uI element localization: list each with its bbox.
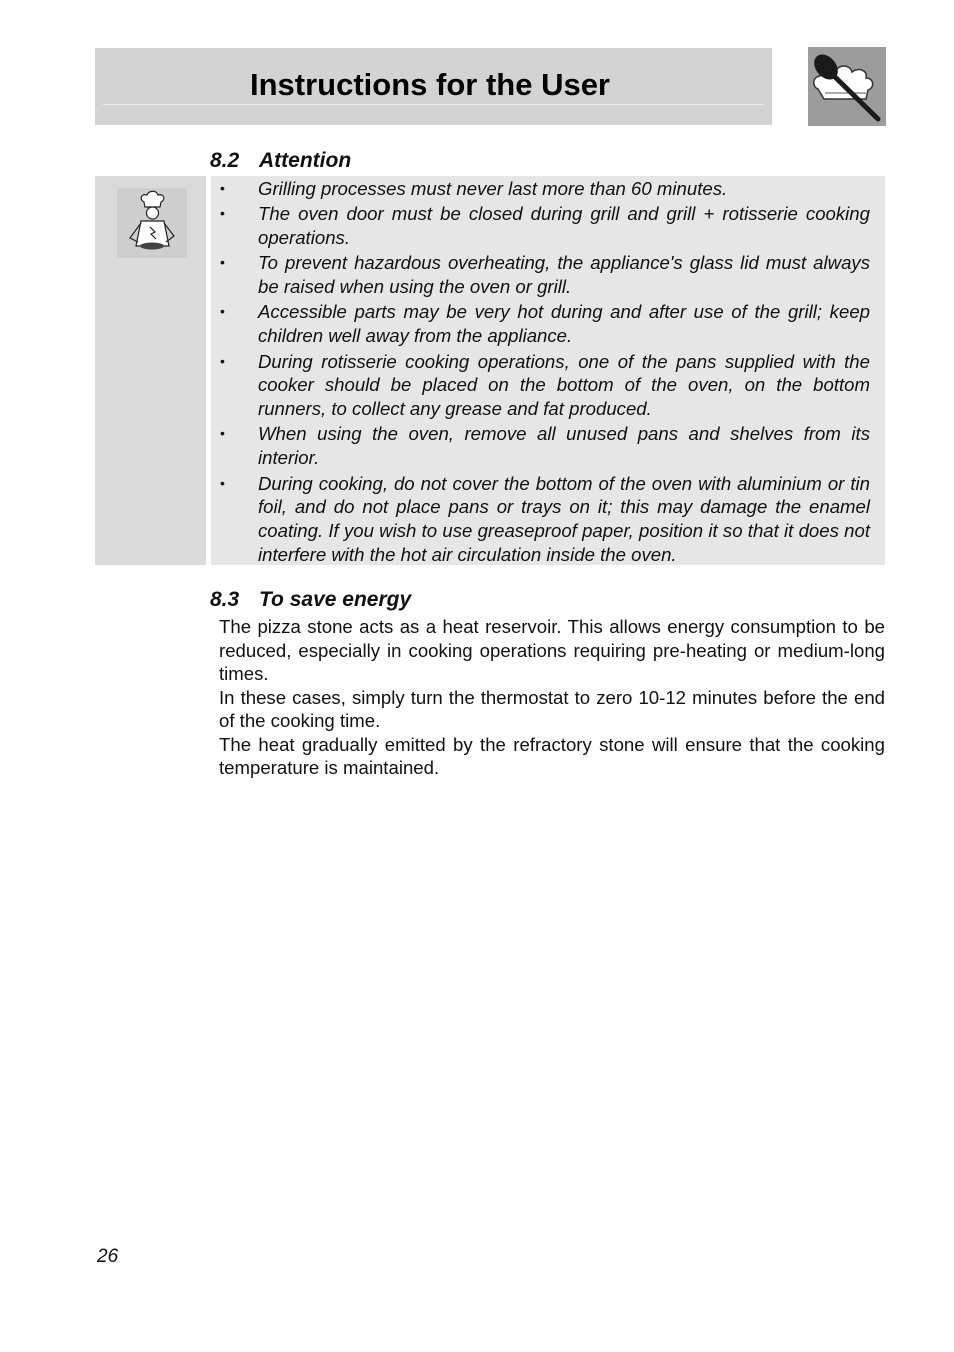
bullet-icon: • xyxy=(220,254,225,271)
paragraph: In these cases, simply turn the thermostat to zero 10-12 minutes before the end of the cooking time. xyxy=(219,686,885,731)
list-item xyxy=(211,472,870,567)
bullet-icon: • xyxy=(220,180,225,196)
attention-panel xyxy=(95,176,885,565)
save-energy-body xyxy=(219,615,885,780)
spoon-chef-hat-icon xyxy=(808,47,886,126)
bullet-icon: • xyxy=(220,425,225,442)
bullet-icon: • xyxy=(220,303,225,320)
paragraph: The pizza stone acts as a heat reservoir. This allows energy consumption to be reduced, especially in cooking operations requiring pre-heating or medium-long times. xyxy=(219,616,885,684)
attention-list-cell xyxy=(211,176,885,565)
list-item-text: When using the oven, remove all unused pans and shelves from its interior. xyxy=(258,423,870,469)
section-number: 8.3 xyxy=(210,588,240,611)
list-item xyxy=(211,202,870,250)
attention-list xyxy=(211,177,870,568)
list-item xyxy=(211,350,870,421)
list-item-text: During rotisserie cooking operations, one of the pans supplied with the cooker should be placed on the bottom of the oven, on the bottom runners, to collect any grease and fat produced. xyxy=(258,350,870,420)
section-title: Attention xyxy=(259,149,352,172)
list-item-text: Accessible parts may be very hot during and after use of the grill; keep children well away from the appliance. xyxy=(258,301,870,347)
page-title: Instructions for the User xyxy=(250,67,610,102)
list-item-text: Grilling processes must never last more than 60 minutes. xyxy=(258,178,728,199)
list-item-text: During cooking, do not cover the bottom of the oven with aluminium or tin foil, and do not place pans or trays on it; this may damage the enamel coating. If you wish to use greaseproof paper, position it so that it does not interfere with the hot air circulation inside the oven. xyxy=(258,472,870,565)
bullet-icon: • xyxy=(220,474,225,491)
section-heading-attention xyxy=(210,149,351,173)
chef-warning-icon xyxy=(117,188,187,258)
paragraph: The heat gradually emitted by the refractory stone will ensure that the cooking temperature is maintained. xyxy=(219,733,885,778)
attention-icon-cell xyxy=(95,176,206,565)
list-item xyxy=(211,300,870,348)
list-item-text: The oven door must be closed during grill and grill + rotisserie cooking operations. xyxy=(258,203,870,249)
bullet-icon: • xyxy=(220,205,225,222)
page-header xyxy=(95,48,772,125)
section-heading-save-energy xyxy=(210,588,411,612)
list-item xyxy=(211,422,870,470)
list-item-text: To prevent hazardous overheating, the appliance's glass lid must always be raised when using the oven or grill. xyxy=(258,252,870,298)
section-number: 8.2 xyxy=(210,149,240,172)
list-item xyxy=(211,251,870,299)
bullet-icon: • xyxy=(220,352,225,369)
page-number: 26 xyxy=(97,1246,119,1267)
section-title: To save energy xyxy=(259,588,412,611)
list-item xyxy=(211,177,870,201)
